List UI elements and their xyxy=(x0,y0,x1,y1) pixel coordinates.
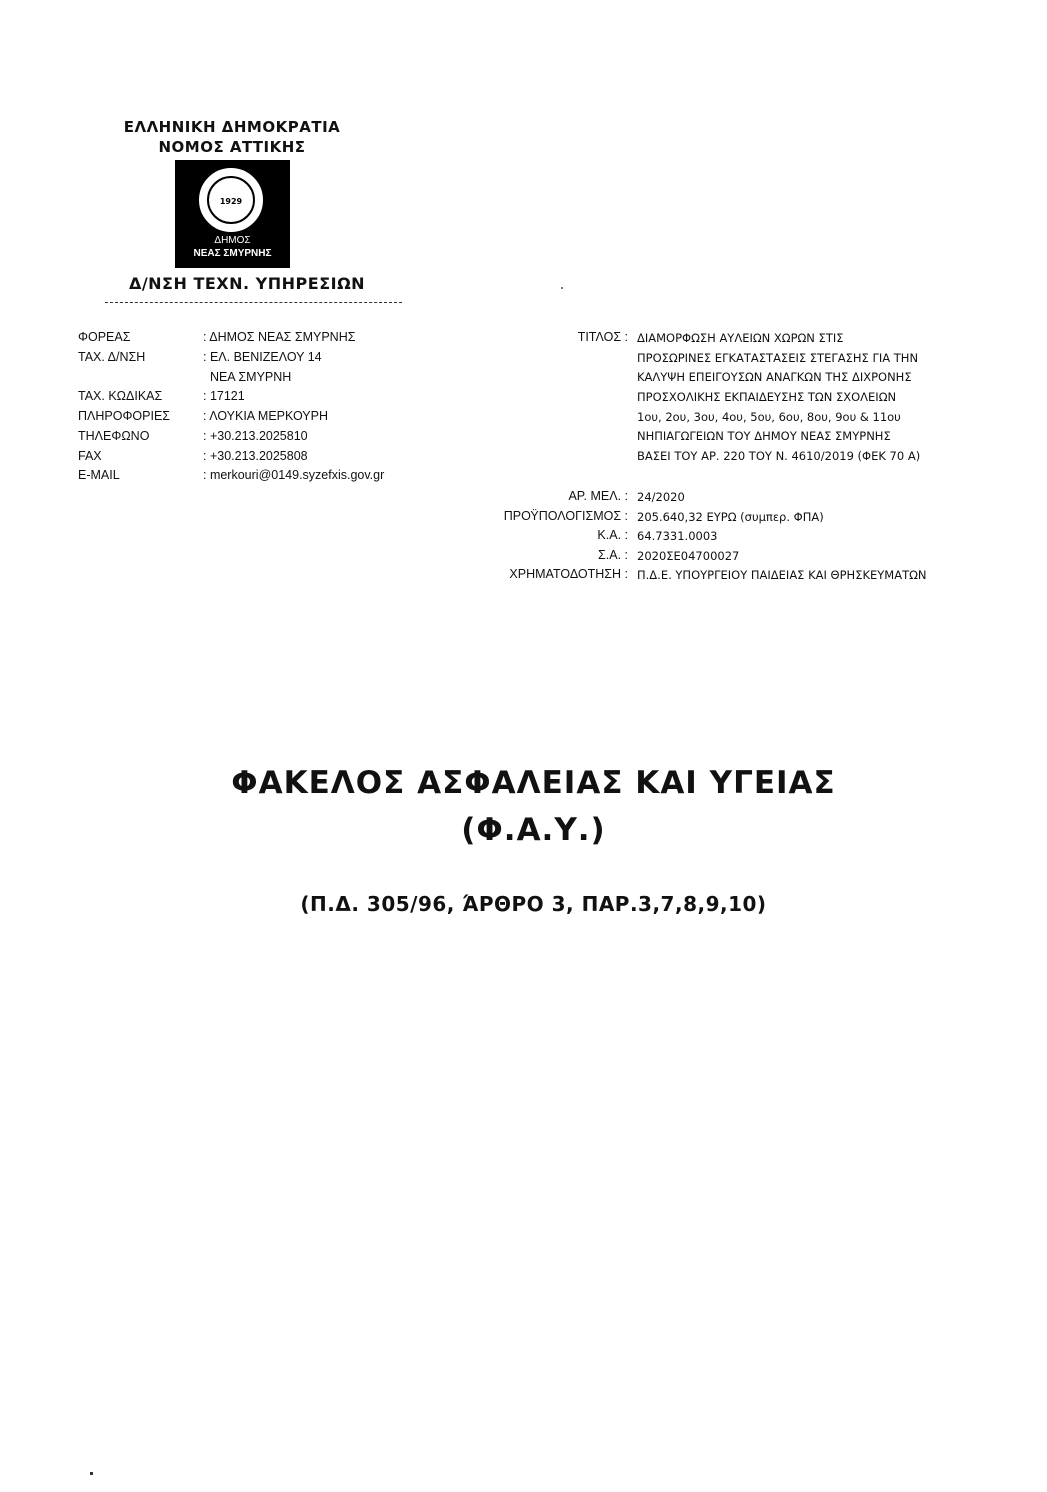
contact-label: E-MAIL xyxy=(78,468,120,482)
document-subtitle: (Π.Δ. 305/96, ΆΡΘΡΟ 3, ΠΑΡ.3,7,8,9,10) xyxy=(300,892,767,916)
contact-value: ΝΕΑ ΣΜΥΡΝΗ xyxy=(203,370,292,384)
project-title-line: 1ου, 2ου, 3ου, 4ου, 5ου, 6ου, 8ου, 9ου & 11ου xyxy=(637,410,901,424)
contact-value: : +30.213.2025808 xyxy=(203,449,308,463)
project-title-line: ΒΑΣΕΙ ΤΟΥ ΑΡ. 220 ΤΟΥ Ν. 4610/2019 (ΦΕΚ 70 Α) xyxy=(637,449,921,463)
department-name: Δ/ΝΣΗ ΤΕΧΝ. ΥΠΗΡΕΣΙΩΝ xyxy=(128,274,366,293)
contact-label: ΠΛΗΡΟΦΟΡΙΕΣ xyxy=(78,409,171,423)
seal-year: 1929 xyxy=(219,197,243,206)
detail-value-funding: Π.Δ.Ε. ΥΠΟΥΡΓΕΙΟΥ ΠΑΙΔΕΙΑΣ ΚΑΙ ΘΡΗΣΚΕΥΜΑΤΩΝ xyxy=(637,568,927,582)
contact-value: : ΛΟΥΚΙΑ ΜΕΡΚΟΥΡΗ xyxy=(203,409,328,423)
logo-text-municipality: ΔΗΜΟΣ xyxy=(214,235,251,246)
detail-value-ka: 64.7331.0003 xyxy=(637,529,718,543)
scan-speck xyxy=(90,1472,93,1475)
contact-label: FAX xyxy=(78,449,102,463)
project-title-label: ΤΙΤΛΟΣ : xyxy=(577,330,628,344)
contact-label: ΦΟΡΕΑΣ xyxy=(78,330,131,344)
contact-value: : ΕΛ. ΒΕΝΙΖΕΛΟΥ 14 xyxy=(203,350,322,364)
detail-label-sa: Σ.Α. : xyxy=(598,548,628,562)
detail-value-budget: 205.640,32 ΕΥΡΩ (συμπερ. ΦΠΑ) xyxy=(637,510,824,524)
contact-value: : +30.213.2025810 xyxy=(203,429,308,443)
contact-value: : 17121 xyxy=(203,389,245,403)
detail-label-budget: ΠΡΟΫΠΟΛΟΓΙΣΜΟΣ : xyxy=(503,509,628,523)
document-title: ΦΑΚΕΛΟΣ ΑΣΦΑΛΕΙΑΣ ΚΑΙ ΥΓΕΙΑΣ xyxy=(231,765,836,801)
header-line-prefecture: ΝΟΜΟΣ ΑΤΤΙΚΗΣ xyxy=(158,138,306,156)
project-title-line: ΠΡΟΣΩΡΙΝΕΣ ΕΓΚΑΤΑΣΤΑΣΕΙΣ ΣΤΕΓΑΣΗΣ ΓΙΑ ΤΗΝ xyxy=(637,351,919,365)
document-title-abbrev: (Φ.Α.Υ.) xyxy=(461,812,606,848)
project-title-line: ΚΑΛΥΨΗ ΕΠΕΙΓΟΥΣΩΝ ΑΝΑΓΚΩΝ ΤΗΣ ΔΙΧΡΟΝΗΣ xyxy=(637,370,912,384)
scan-speck xyxy=(561,287,563,289)
contact-value: : ΔΗΜΟΣ ΝΕΑΣ ΣΜΥΡΝΗΣ xyxy=(203,330,356,344)
contact-label: ΤΑΧ. Δ/ΝΣΗ xyxy=(78,350,146,364)
detail-label-ka: Κ.Α. : xyxy=(597,528,628,542)
project-title-line: ΔΙΑΜΟΡΦΩΣΗ ΑΥΛΕΙΩΝ ΧΩΡΩΝ ΣΤΙΣ xyxy=(637,331,844,345)
contact-value: : merkouri@0149.syzefxis.gov.gr xyxy=(203,468,385,482)
contact-label: ΤΗΛΕΦΩΝΟ xyxy=(78,429,150,443)
detail-label-study-number: ΑΡ. ΜΕΛ. : xyxy=(568,489,628,503)
header-divider xyxy=(105,302,402,303)
logo-text-name: ΝΕΑΣ ΣΜΥΡΝΗΣ xyxy=(193,248,272,259)
project-title-line: ΠΡΟΣΧΟΛΙΚΗΣ ΕΚΠΑΙΔΕΥΣΗΣ ΤΩΝ ΣΧΟΛΕΙΩΝ xyxy=(637,390,897,404)
detail-label-funding: ΧΡΗΜΑΤΟΔΟΤΗΣΗ : xyxy=(509,567,628,581)
project-title-line: ΝΗΠΙΑΓΩΓΕΙΩΝ ΤΟΥ ΔΗΜΟΥ ΝΕΑΣ ΣΜΥΡΝΗΣ xyxy=(637,429,891,443)
contact-label: ΤΑΧ. ΚΩΔΙΚΑΣ xyxy=(78,389,163,403)
header-line-country: ΕΛΛΗΝΙΚΗ ΔΗΜΟΚΡΑΤΙΑ xyxy=(123,118,341,136)
detail-value-study-number: 24/2020 xyxy=(637,490,685,504)
municipality-logo xyxy=(175,160,290,268)
municipality-seal-icon xyxy=(199,168,263,232)
detail-value-sa: 2020ΣΕ04700027 xyxy=(637,549,740,563)
